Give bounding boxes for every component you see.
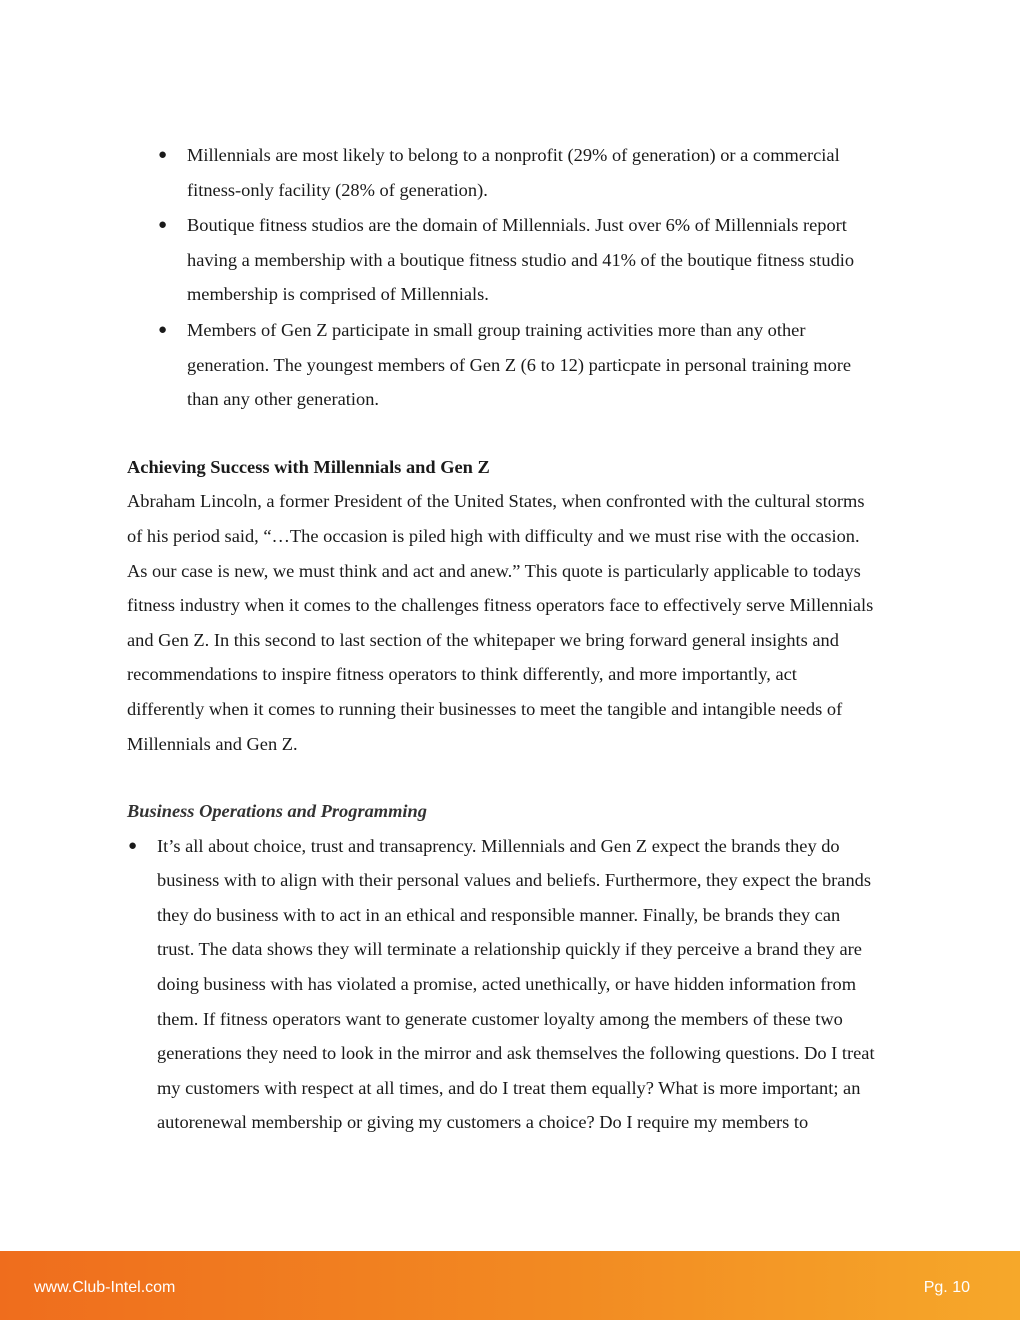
list-item [158,138,877,207]
bullet-icon: ● [128,837,138,854]
section-paragraph: Abraham Lincoln, a former President of the United States, when confronted with the cultural storms of his period said, “…The occasion is piled high with difficulty and we must rise with the occasion. As our case is new, we must think and act and anew.” This quote is particularly applicable to todays fitness industry when it comes to the challenges fitness operators face to effectively serve Millennials and Gen Z. In this second to last section of the whitepaper we bring forward general insights and recommendations to inspire fitness operators to think differently, and more importantly, act differently when it comes to running their businesses to meet the tangible and intangible needs of Millennials and Gen Z. [127,491,874,754]
subsection-heading: Business Operations and Programming [127,801,427,822]
page-footer [0,1251,1020,1320]
section-heading: Achieving Success with Millennials and Gen Z [127,456,490,477]
subsection-bullet-list [127,829,877,1140]
list-item-text: Millennials are most likely to belong to a nonprofit (29% of generation) or a commercial fitness-only facility (28% of generation). [187,145,840,200]
bullet-icon: ● [158,147,168,163]
page-content [127,138,877,1141]
list-item [158,313,877,417]
bullet-icon: ● [158,217,168,234]
footer-website-link[interactable]: www.Club-Intel.com [34,1279,176,1296]
page-number: Pg. 10 [923,1279,970,1296]
top-bullet-list [127,138,877,417]
list-item [128,829,877,1140]
list-item-text: Boutique fitness studios are the domain of Millennials. Just over 6% of Millennials report having a membership with a boutique fitness studio and 41% of the boutique fitness studio membership is comprised of Millennials. [187,215,855,305]
list-item-text: It’s all about choice, trust and transaprency. Millennials and Gen Z expect the brands they do business with to align with their personal values and beliefs. Furthermore, they expect the brands they do business with to act in an ethical and responsible manner. Finally, be brands they can trust. The data shows they will terminate a relationship quickly if they perceive a brand they are doing business with has violated a promise, acted unethically, or have hidden information from them. If fitness operators want to generate customer loyalty among the members of these two generations they need to look in the mirror and ask themselves the following questions. Do I treat my customers with respect at all times, and do I treat them equally? What is more important; an autorenewal membership or giving my customers a choice? Do I require my members to [157,835,875,1133]
bullet-icon: ● [158,321,168,338]
list-item-text: Members of Gen Z participate in small group training activities more than any other generation. The youngest members of Gen Z (6 to 12) particpate in personal training more than any other generation. [187,319,852,410]
list-item [158,208,877,312]
